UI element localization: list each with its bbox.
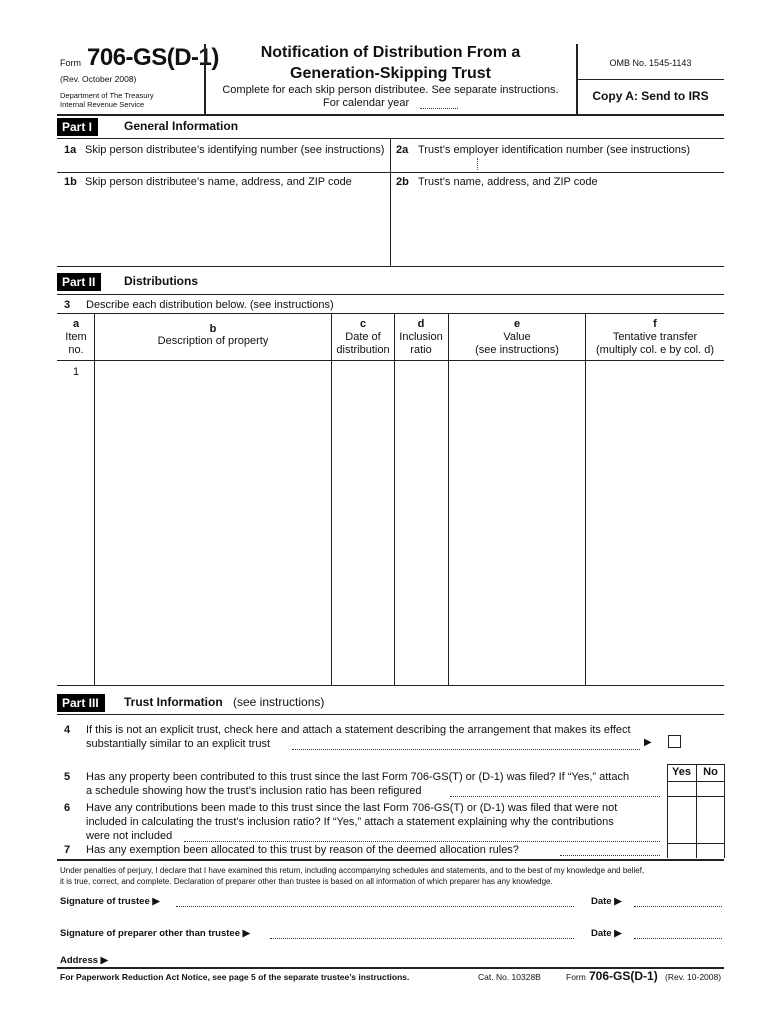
line-7-text: Has any exemption been allocated to this trust by reason of the deemed allocation rules? (86, 844, 519, 856)
line-2b-number: 2b (396, 176, 409, 188)
omb-number: OMB No. 1545-1143 (609, 58, 692, 68)
table-row-1-transfer[interactable] (587, 362, 723, 682)
perjury-statement: Under penalties of perjury, I declare that I have examined this return, including accompanying schedules and statements, and to the best of my knowledge and belief, (60, 866, 645, 875)
part-3-title: Trust Information (124, 695, 223, 709)
col-e-header-2: (see instructions) (475, 344, 559, 356)
line-4-text: If this is not an explicit trust, check here and attach a statement describing the arrangement that makes its effect (86, 724, 631, 736)
line-1a-number: 1a (64, 144, 77, 156)
line-7-yes-box[interactable] (668, 844, 696, 858)
line-2b-field[interactable] (392, 192, 722, 264)
table-row-1-number: 1 (72, 366, 80, 378)
copy-a-label: Copy A: Send to IRS (592, 89, 709, 103)
col-b-letter: b (209, 323, 217, 335)
col-d-header: Inclusion (399, 331, 443, 343)
paperwork-notice: For Paperwork Reduction Act Notice, see page 5 of the separate trustee’s instructions. (60, 972, 410, 982)
preparer-signature-field[interactable] (270, 938, 574, 939)
part-2-tag: Part II (57, 273, 101, 291)
line-3-label: Describe each distribution below. (see instructions) (86, 299, 334, 311)
line-4-text-2: substantially similar to an explicit trust (86, 738, 271, 750)
catalog-number: Cat. No. 10328B (478, 972, 541, 982)
line-7-no-box[interactable] (697, 844, 724, 858)
col-e-letter: e (513, 318, 521, 330)
line-1b-label: Skip person distributee’s name, address, and ZIP code (85, 176, 352, 188)
line-5-yes-box[interactable] (668, 782, 696, 796)
preparer-date-label: Date ▶ (591, 928, 622, 939)
form-number: 706-GS(D-1) (87, 44, 219, 71)
table-row-1-value[interactable] (450, 362, 584, 682)
line-6-number: 6 (64, 802, 71, 814)
line-1a-label: Skip person distributee’s identifying number (see instructions) (85, 144, 385, 156)
footer-revision: (Rev. 10-2008) (665, 972, 722, 982)
col-b-header: Description of property (157, 335, 269, 347)
table-row-1-date[interactable] (333, 362, 393, 682)
col-a-header: Item (65, 331, 87, 343)
table-row-1-ratio[interactable] (396, 362, 447, 682)
preparer-signature-label: Signature of preparer other than trustee ▶ (60, 928, 250, 939)
line-6-text: Have any contributions been made to this trust since the last Form 706-GS(T) or (D-1) was filed that were not (86, 802, 618, 814)
trustee-signature-label: Signature of trustee ▶ (60, 896, 160, 907)
footer-form-word: Form (566, 972, 586, 982)
form-title-line2: Generation-Skipping Trust (290, 65, 491, 82)
trustee-signature-field[interactable] (176, 906, 574, 907)
footer-form-number: 706-GS(D-1) (589, 969, 658, 983)
line-1a-field[interactable] (58, 158, 388, 172)
line-4-number: 4 (64, 724, 71, 736)
department-line: Department of The Treasury (60, 91, 154, 100)
line-1b-number: 1b (64, 176, 77, 188)
revision-date: (Rev. October 2008) (60, 74, 137, 84)
line-2a-label: Trust’s employer identification number (see instructions) (418, 144, 691, 156)
perjury-statement-2: it is true, correct, and complete. Declaration of preparer other than trustee is based on all information of which preparer has any knowledge. (60, 877, 553, 886)
line-7-number: 7 (64, 844, 71, 856)
col-f-header: Tentative transfer (612, 331, 698, 343)
trustee-date-field[interactable] (634, 906, 722, 907)
col-d-header-2: ratio (410, 344, 432, 356)
col-c-header-2: distribution (336, 344, 390, 356)
line-6-no-box[interactable] (697, 797, 724, 842)
col-a-header-2: no. (68, 344, 84, 356)
part-1-title: General Information (124, 119, 239, 133)
service-line: Internal Revenue Service (60, 100, 145, 109)
line-1b-field[interactable] (58, 192, 388, 264)
col-c-header: Date of (345, 331, 381, 343)
line-5-text: Has any property been contributed to this trust since the last Form 706-GS(T) or (D-1) was filed? If “Yes,” attach (86, 771, 630, 783)
address-label: Address ▶ (60, 955, 108, 966)
line-6-text-3: were not included (86, 830, 173, 842)
line-2a-field[interactable] (392, 158, 722, 172)
calendar-year-field[interactable] (420, 108, 458, 109)
col-f-header-2: (multiply col. e by col. d) (596, 344, 714, 356)
line-2a-number: 2a (396, 144, 409, 156)
line-5-no-box[interactable] (697, 782, 724, 796)
line-2b-label: Trust’s name, address, and ZIP code (418, 176, 598, 188)
line-6-yes-box[interactable] (668, 797, 696, 842)
part-3-title-note: (see instructions) (233, 695, 325, 709)
form-subtitle: Complete for each skip person distributee. See separate instructions. (222, 84, 559, 96)
part-2-title: Distributions (124, 274, 198, 288)
line-3-number: 3 (64, 299, 71, 311)
no-header: No (703, 766, 718, 778)
trustee-date-label: Date ▶ (591, 896, 622, 907)
col-e-header: Value (503, 331, 531, 343)
col-c-letter: c (359, 318, 367, 330)
line-5-text-2: a schedule showing how the trust’s inclusion ratio has been refigured (86, 785, 422, 797)
part-1-tag: Part I (57, 118, 98, 136)
preparer-date-field[interactable] (634, 938, 722, 939)
col-d-letter: d (417, 318, 425, 330)
form-word: Form (60, 58, 81, 68)
col-a-letter: a (72, 318, 80, 330)
col-f-letter: f (653, 318, 657, 330)
yes-header: Yes (672, 766, 691, 778)
line-4-checkbox[interactable] (668, 735, 681, 748)
calendar-year-label: For calendar year (323, 97, 410, 109)
arrow-icon: ▶ (644, 737, 652, 748)
part-3-tag: Part III (57, 694, 105, 712)
line-5-number: 5 (64, 771, 71, 783)
form-title-line1: Notification of Distribution From a (260, 44, 521, 61)
table-row-1-description[interactable] (96, 362, 330, 682)
address-field[interactable] (112, 953, 722, 965)
line-6-text-2: included in calculating the trust’s inclusion ratio? If “Yes,” attach a statement explaining why the contributions (86, 816, 614, 828)
